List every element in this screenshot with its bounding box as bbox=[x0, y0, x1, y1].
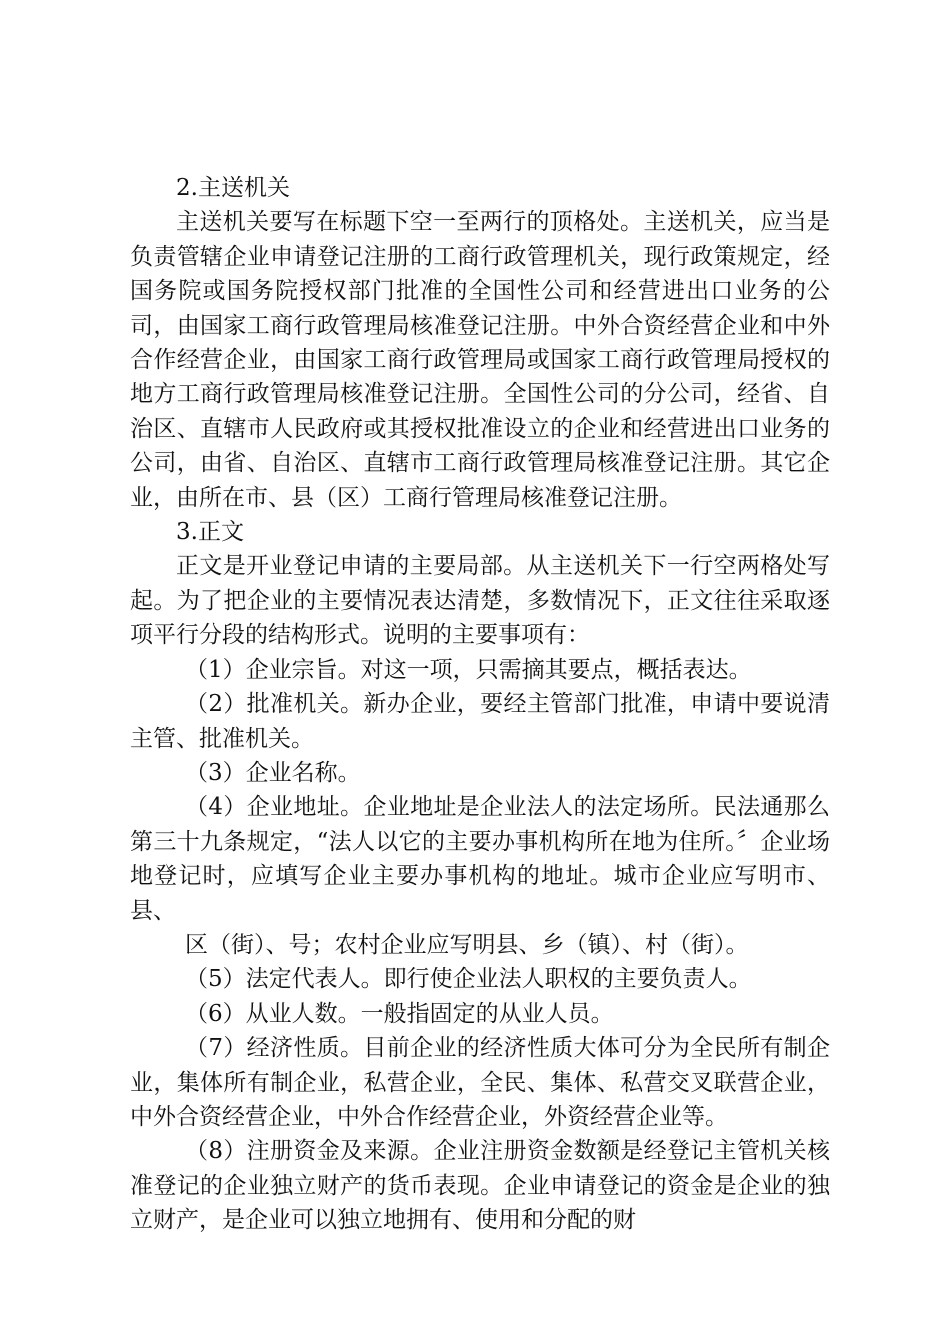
list-item-legal-representative: （5）法定代表人。即行使企业法人职权的主要负责人。 bbox=[185, 966, 752, 993]
section-heading-main-recipient: 2.主送机关 bbox=[176, 175, 290, 201]
list-item-economic-nature: （7）经济性质。目前企业的经济性质大体可分为全民所有制企业，集体所有制企业，私营企业，全民、集体、私营交叉联营企业，中外合资经营企业，中外合作经营企业，外资经营企业等。 bbox=[130, 1035, 830, 1130]
list-item-purpose: （1）企业宗旨。对这一项，只需摘其要点，概括表达。 bbox=[185, 656, 752, 683]
list-item-company-address-continued: 区（街）、号；农村企业应写明县、乡（镇）、村（街）。 bbox=[185, 931, 749, 958]
paragraph-body-text: 正文是开业登记申请的主要局部。从主送机关下一行空两格处写起。为了把企业的主要情况表达清楚，多数情况下，正文往往采取逐项平行分段的结构形式。说明的主要事项有： bbox=[130, 553, 830, 649]
list-item-approval-authority: （2）批准机关。新办企业，要经主管部门批准，申请中要说清主管、批准机关。 bbox=[130, 691, 830, 752]
section-heading-body-text: 3.正文 bbox=[176, 519, 244, 546]
document-body bbox=[130, 171, 830, 1238]
list-item-company-name: （3）企业名称。 bbox=[185, 759, 361, 786]
paragraph-main-recipient: 主送机关要写在标题下空一至两行的顶格处。主送机关，应当是负责管辖企业申请登记注册的工商行政管理机关，现行政策规定，经国务院或国务院授权部门批准的全国性公司和经营进出口业务的公司，由国家工商行政管理局核准登记注册。中外合资经营企业和中外合作经营企业，由国家工商行政管理局或国家工商行政管理局授权的地方工商行政管理局核准登记注册。全国性公司的分公司，经省、自治区、直辖市人民政府或其授权批准设立的企业和经营进出口业务的公司，由省、自治区、直辖市工商行政管理局核准登记注册。其它企业，由所在市、县（区）工商行管理局核准登记注册。 bbox=[130, 209, 830, 511]
list-item-company-address: （4）企业地址。企业地址是企业法人的法定场所。民法通那么第三十九条规定，“法人以它的主要办事机构所在地为住所。〞企业场地登记时，应填写企业主要办事机构的地址。城市企业应写明市、县、 bbox=[130, 794, 830, 924]
list-item-registered-capital: （8）注册资金及来源。企业注册资金数额是经登记主管机关核准登记的企业独立财产的货币表现。企业申请登记的资金是企业的独立财产，是企业可以独立地拥有、使用和分配的财 bbox=[130, 1138, 830, 1234]
list-item-employee-count: （6）从业人数。一般指固定的从业人员。 bbox=[185, 1000, 614, 1027]
